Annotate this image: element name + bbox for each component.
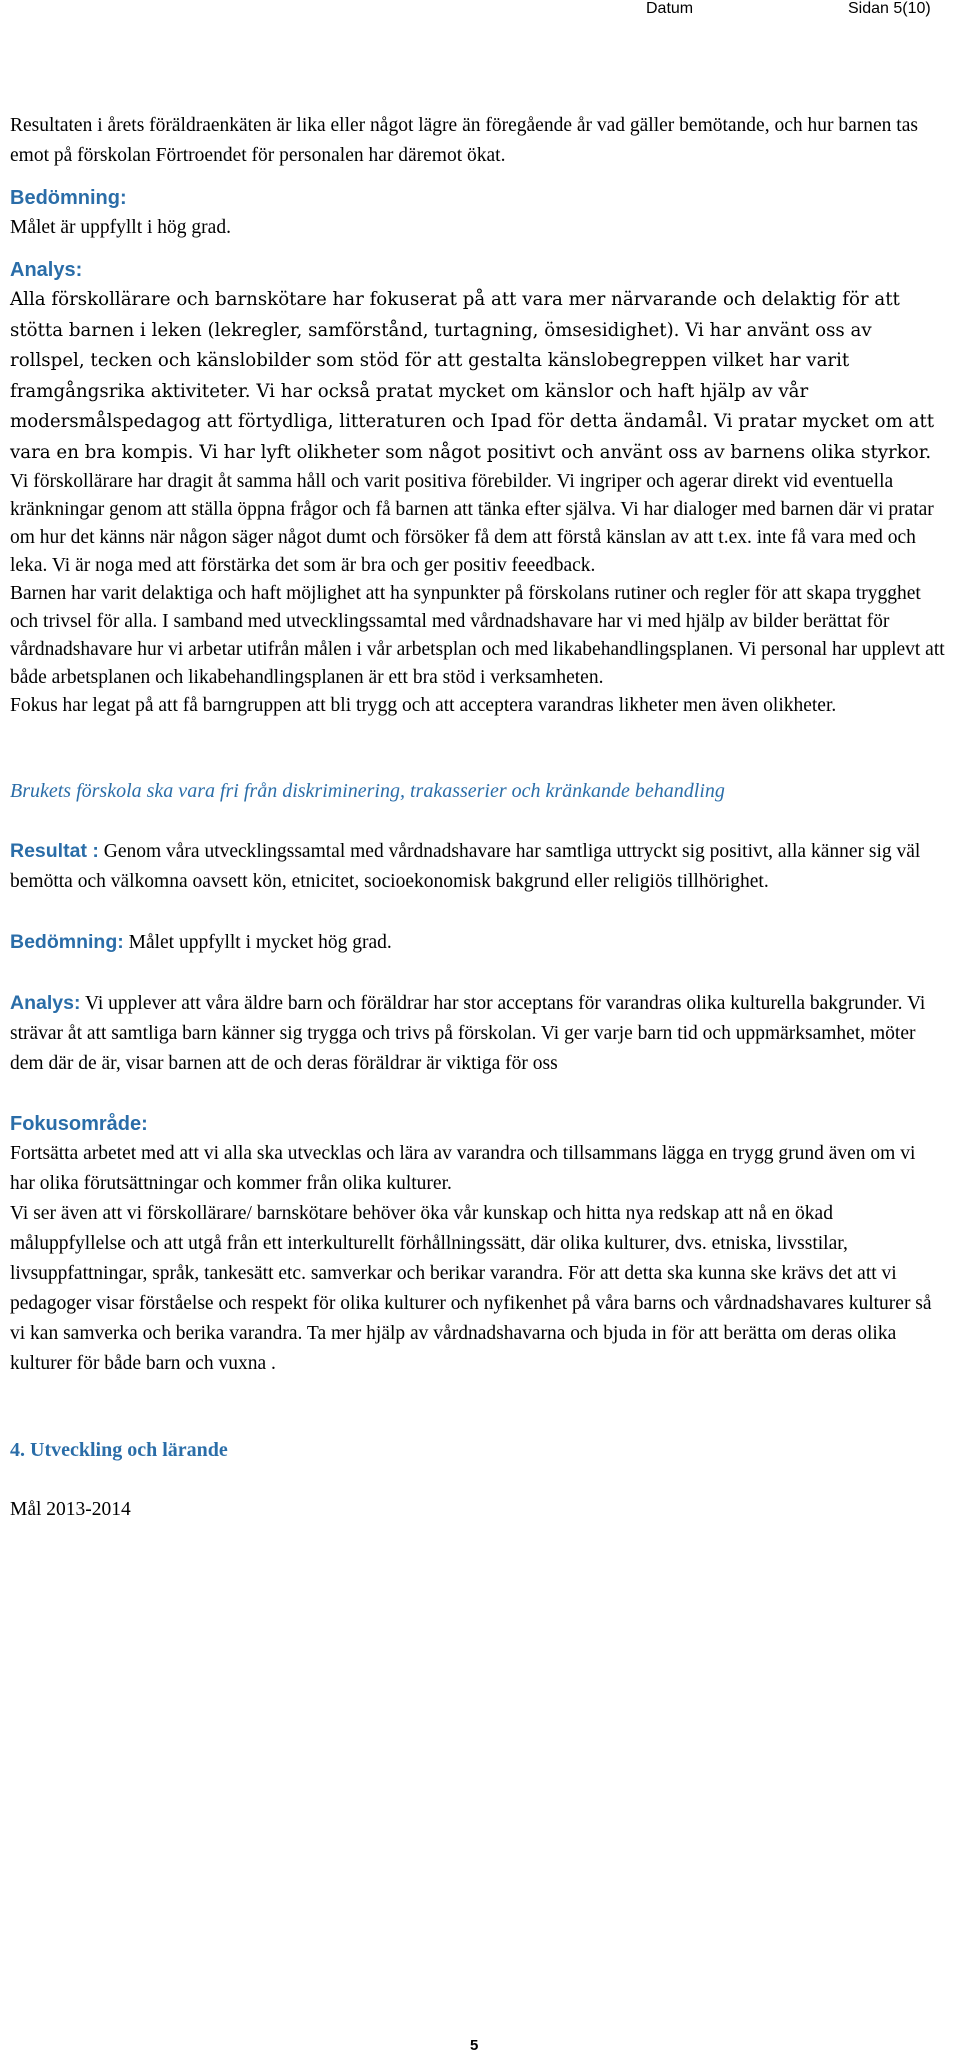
resultat-label: Resultat : (10, 840, 99, 862)
paragraph-fokus: Fokus har legat på att få barngruppen att bli trygg och att acceptera varandras likheter men även olikheter. (10, 695, 837, 716)
bedomning2-text: Målet uppfyllt i mycket hög grad. (123, 932, 392, 953)
analys2-label: Analys: (10, 992, 81, 1014)
bedomning2-paragraph (10, 927, 945, 958)
resultat-text: Genom våra utvecklingssamtal med vårdnadshavare har samtliga uttryckt sig positivt, alla känner sig väl bemötta och välkomna oavsett kön, etnicitet, socioekonomisk bakgrund eller religiös tillhörighet. (10, 841, 921, 892)
fokusomrade-text-2: Vi ser även att vi förskollärare/ barnskötare behöver öka vår kunskap och hitta nya redskap att nå en ökad måluppfyllelse och att utgå från ett interkulturellt förhållningssätt, där olika kulturer, dvs. etniska, livsstilar, livsuppfattningar, språk, tankesätt etc. samverkar och berikar varandra. För att detta ska kunna ske krävs det att vi pedagoger visar förståelse och respekt för olika kulturer och nyfikenhet på våra barns och vårdnadshavares kulturer så vi kan samverka och berika varandra. Ta mer hjälp av vårdnadshavarna och bjuda in för att berätta om deras olika kulturer för både barn och vuxna . (10, 1203, 932, 1374)
results-intro: Resultaten i årets föräldraenkäten är lika eller något lägre än föregående år vad gäller bemötande, och hur barnen tas emot på förskolan Förtroendet för personalen har däremot ökat. (10, 115, 918, 166)
mal-label: Mål 2013-2014 (10, 1499, 131, 1520)
header-datum: Datum (646, 0, 694, 17)
analys-heading: Analys: (10, 259, 83, 281)
fokusomrade-heading: Fokusområde: (10, 1113, 148, 1135)
resultat-paragraph (10, 836, 945, 897)
section-4-heading: 4. Utveckling och lärande (10, 1439, 228, 1461)
bedomning2-label: Bedömning: (10, 931, 124, 953)
page-header (0, 0, 960, 20)
fokusomrade-text-1: Fortsätta arbetet med att vi alla ska utvecklas och lära av varandra och tillsammans lägga en trygg grund även om vi har olika förutsättningar och kommer från olika kulturer. (10, 1143, 916, 1194)
analys-text: Alla förskollärare och barnskötare har fokuserat på att vara mer närvarande och delaktig för att stötta barnen i leken (lekregler, samförstånd, turtagning, ömsesidighet). Vi har använt oss av rollspel, tecken och känslobilder som stöd för att gestalta känslobegreppen vilket har varit framgångsrika aktiviteter. Vi har också pratat mycket om känslor och haft hjälp av vår modersmålspedagog att förtydliga, litteraturen och Ipad för detta ändamål. Vi pratar mycket om att vara en bra kompis. Vi har lyft olikheter som något positivt och använt oss av barnens olika styrkor. (10, 289, 935, 463)
bedomning-heading: Bedömning: (10, 187, 127, 209)
paragraph-delaktiga: Barnen har varit delaktiga och haft möjlighet att ha synpunkter på förskolans rutiner och regler för att skapa trygghet och trivsel för alla. I samband med utvecklingssamtal med vårdnadshavare har vi med hjälp av bilder berättat för vårdnadshavare hur vi arbetar utifrån målen i vår arbetsplan och med likabehandlingsplanen. Vi personal har upplevt att både arbetsplanen och likabehandlingsplanen är ett bra stöd i verksamheten. (10, 583, 945, 688)
header-page-count: Sidan 5(10) (848, 0, 931, 17)
section-title: Brukets förskola ska vara fri från diskriminering, trakasserier och kränkande behandling (10, 780, 725, 802)
analys2-paragraph (10, 988, 945, 1079)
page-number: 5 (470, 2037, 479, 2054)
bedomning-text: Målet är uppfyllt i hög grad. (10, 217, 231, 238)
paragraph-forebilder: Vi förskollärare har dragit åt samma håll och varit positiva förebilder. Vi ingriper och agerar direkt vid eventuella kränkningar genom att ställa öppna frågor och få barnen att tänka efter själva. Vi har dialoger med barnen där vi pratar om hur det känns när någon säger något dumt och försöker få dem att förstå känslan av att t.ex. inte få vara med och leka. Vi är noga med att förstärka det som är bra och ger positiv feeedback. (10, 471, 934, 576)
analys2-text: Vi upplever att våra äldre barn och föräldrar har stor acceptans för varandras olika kulturella bakgrunder. Vi strävar åt att samtliga barn känner sig trygga och trivs på förskolan. Vi ger varje barn tid och uppmärksamhet, möter dem där de är, visar barnen att de och deras föräldrar är viktiga för oss (10, 993, 926, 1074)
document-body (10, 111, 945, 1525)
